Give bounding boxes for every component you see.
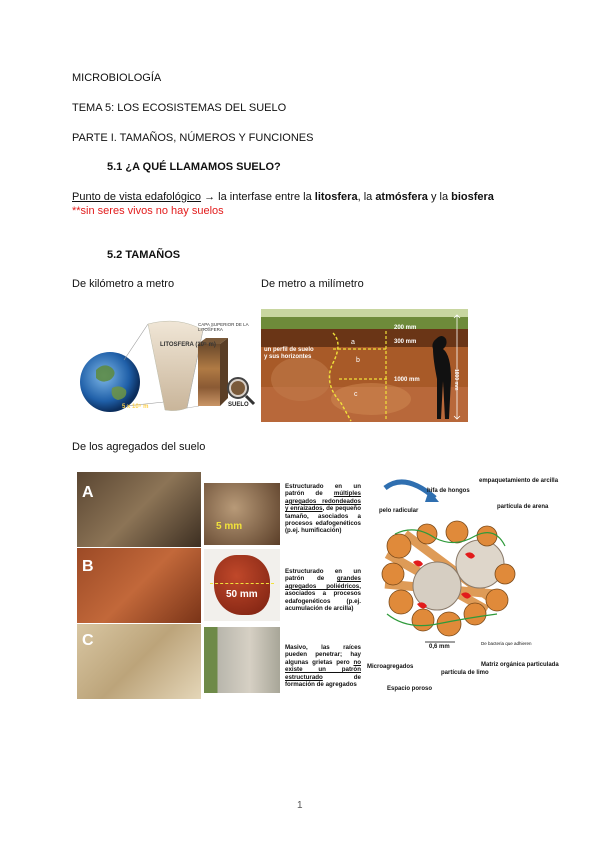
depth-1000: 1000 mm [394,377,420,383]
depth-200: 200 mm [394,325,417,331]
figure-km-to-m [78,318,256,416]
photo-a [77,472,201,547]
definition-arrow-text: → la interfase entre la [201,191,315,203]
earth-globe [80,352,140,412]
lbl-arena: partícula de arena [497,504,549,510]
section-heading-5-1: 5.1 ¿A QUÉ LLAMAMOS SUELO? [107,161,281,173]
closeup-a [204,483,280,545]
section-heading-5-2: 5.2 TAMAÑOS [107,249,181,261]
crust-label: CAPA SUPERIOR DE LA LITOSFERA [198,322,249,332]
course-title: MICROBIOLOGÍA [72,72,162,84]
desc-a [285,483,361,535]
topic-title: TEMA 5: LOS ECOSISTEMAS DEL SUELO [72,102,287,114]
height-label: 1800 mm [453,369,459,391]
desc-b-3: , asociados a procesos edafogenéticos (p.ej. acumulación de arcilla) [285,582,361,613]
desc-b-1: Estructurado en un patrón de [285,568,361,583]
lbl-hifa: hifa de hongos [427,488,470,494]
closeup-c [204,627,280,693]
horizon-a: a [351,339,355,346]
lbl-limo: partícula de limo [441,670,489,676]
desc-c-2: no existe un patrón estructurado [285,658,361,681]
definition-link: Punto de vista edafológico [72,191,202,203]
figure-microaggregate-diagram [365,474,559,702]
soil-profile-photo [261,309,468,422]
lbl-adhes: De bacteria que adhieren [481,641,532,646]
lbl-matriz: Matriz orgánica particulada [481,662,559,668]
photo-c [77,624,201,699]
label-a: A [82,484,94,501]
horizon-b: b [356,357,360,364]
lbl-empaq: empaquetamiento de arcilla [479,478,559,484]
label-b: B [82,558,94,575]
photo-b [77,548,201,623]
desc-a-2: múltiples agregados redondeados y enraizados [285,490,361,513]
soil-label: SUELO [228,402,249,408]
horizon-c: c [354,391,358,398]
figure-m-to-mm [261,309,468,422]
closeup-b [204,549,280,621]
word-litosfera: litosfera [314,191,358,203]
figure-aggregates-closeups [204,483,280,693]
lbl-micro: Microagregados [367,664,414,670]
desc-a-1: Estructurado en un patrón de [285,483,361,498]
desc-b-2: grandes agregados poliédricos [285,575,361,590]
desc-c-3: de formación de agregados [285,673,361,689]
sep-2: y la [427,191,452,203]
lbl-dim: 0,6 mm [429,644,450,650]
depth-300: 300 mm [394,339,417,345]
desc-c-1: Masivo, las raíces pueden penetrar; hay algunas grietas pero [285,644,361,666]
lithosphere-wedge [148,321,203,411]
desc-a-3: , de pequeño tamaño, asociados a procesos edafogenéticos (p.ej. humificación) [285,505,361,535]
lbl-poro: Espacio poroso [387,686,433,692]
sep-1: , la [357,191,376,203]
figure-aggregates-photos [77,472,201,699]
scale-5mm: 5 mm [216,521,243,532]
lithosphere-label: LITOSFERA (10⁵ m) [160,342,216,348]
scale-50mm: 50 mm [226,589,258,600]
lbl-pelo: pelo radicular [379,508,419,514]
subheading-mm: De metro a milímetro [261,278,364,290]
word-atmosfera: atmósfera [375,191,428,203]
page-number: 1 [297,800,303,811]
note-red: **sin seres vivos no hay suelos [72,205,224,217]
word-biosfera: biosfera [451,191,494,203]
subheading-aggregates: De los agregados del suelo [72,441,206,453]
earth-size-label: 5 x 10⁵ m [122,404,149,410]
part-title: PARTE I. TAMAÑOS, NÚMEROS Y FUNCIONES [72,132,314,144]
definition-line [72,191,494,203]
soil-column [198,344,220,406]
profile-label: un perfil de suelo y sus horizontes [264,347,314,360]
desc-c [285,644,361,688]
subheading-km: De kilómetro a metro [72,278,175,290]
desc-b [285,568,361,612]
label-c: C [82,632,94,649]
